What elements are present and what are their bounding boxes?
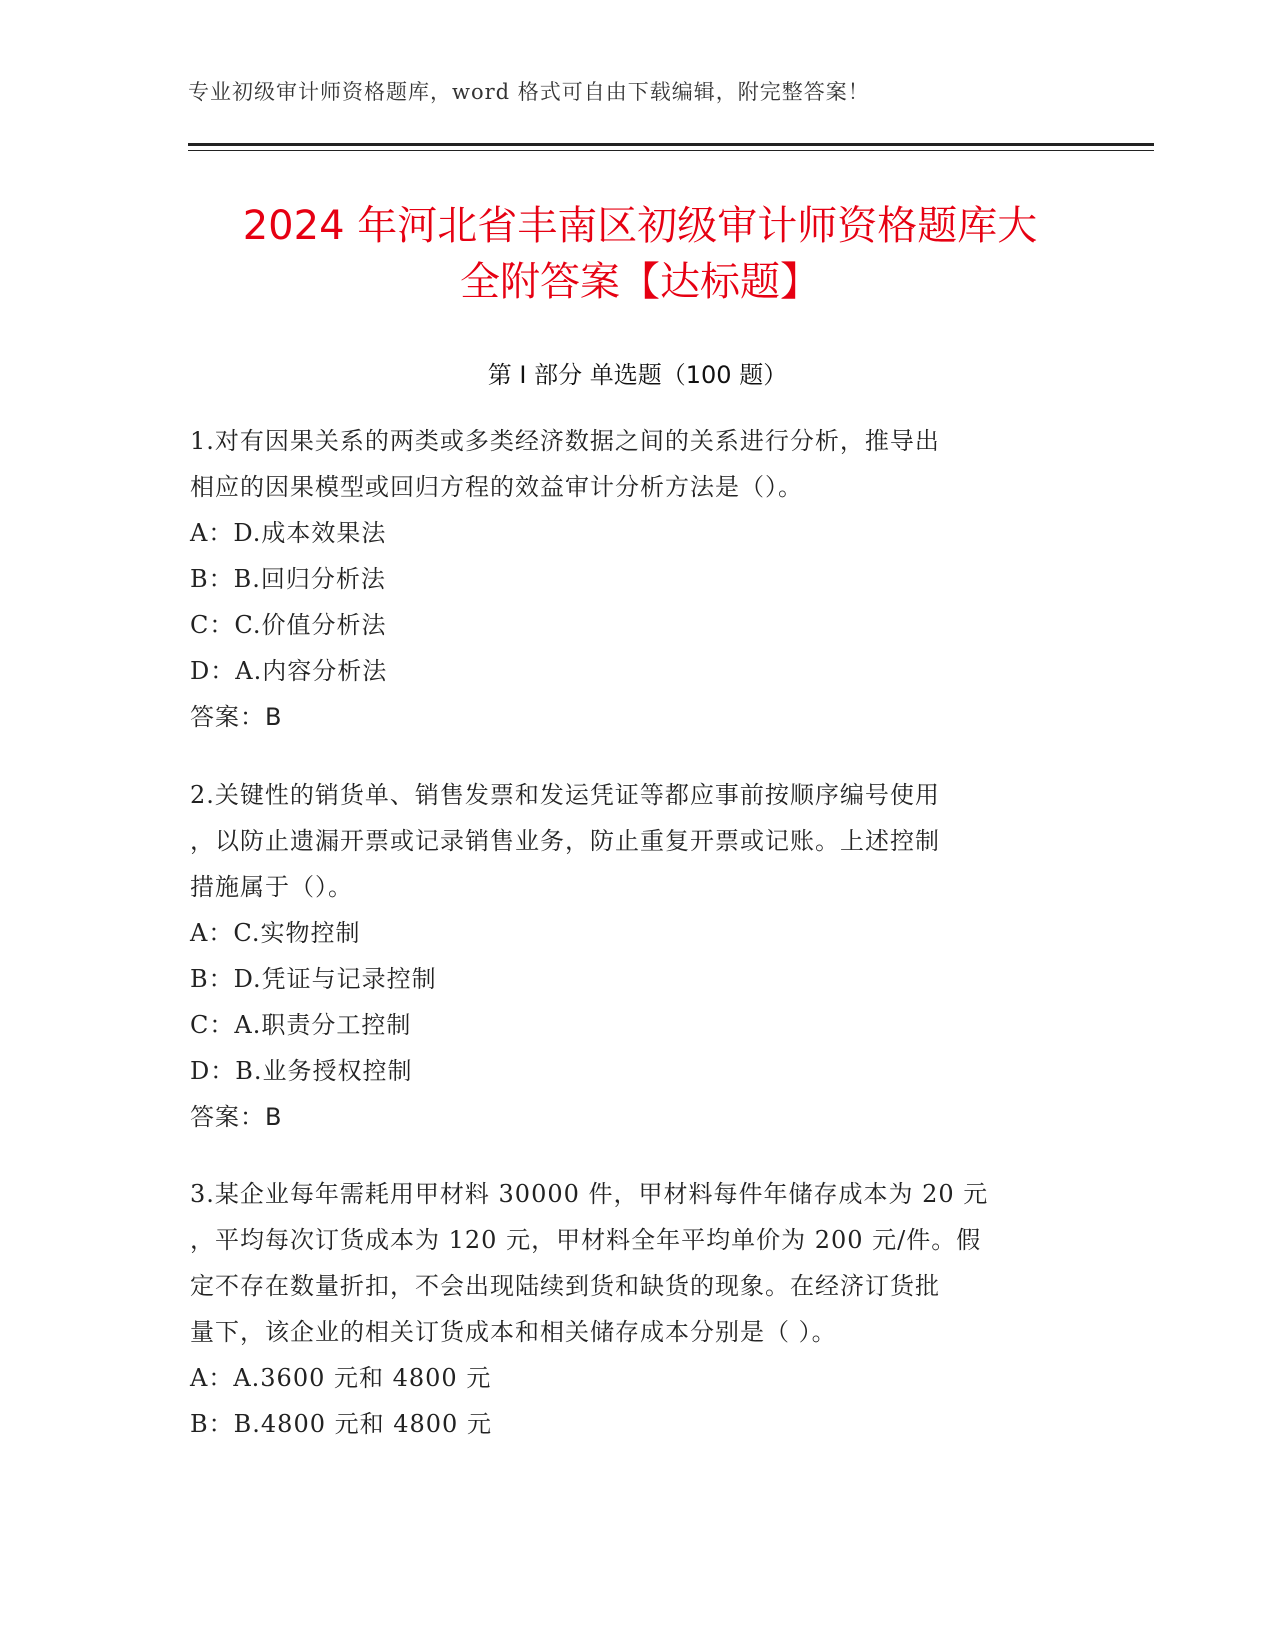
question-3 (190, 1171, 1070, 1447)
option-a: A：D.成本效果法 (190, 519, 387, 547)
option-c: C：A.职责分工控制 (190, 1011, 412, 1039)
header-note: 专业初级审计师资格题库，word 格式可自由下载编辑，附完整答案！ (188, 80, 870, 104)
document-title (160, 198, 1120, 310)
question-stem-line: 1.对有因果关系的两类或多类经济数据之间的关系进行分析，推导出 (190, 427, 940, 455)
answer: 答案：B (190, 1103, 283, 1131)
option-d: D：B.业务授权控制 (190, 1057, 413, 1085)
question-stem-line: 措施属于（）。 (190, 873, 353, 901)
option-a: A：A.3600 元和 4800 元 (190, 1364, 492, 1392)
section-heading: 第 I 部分 单选题（100 题） (487, 361, 788, 389)
option-d: D：A.内容分析法 (190, 657, 388, 685)
answer: 答案：B (190, 703, 283, 731)
question-stem-line: 2.关键性的销货单、销售发票和发运凭证等都应事前按顺序编号使用 (190, 781, 940, 809)
title-line-1: 2024 年河北省丰南区初级审计师资格题库大 (242, 203, 1038, 249)
option-b: B：B.回归分析法 (190, 565, 386, 593)
question-2 (190, 772, 1070, 1140)
header-rule-thick (188, 143, 1154, 146)
option-c: C：C.价值分析法 (190, 611, 387, 639)
option-b: B：D.凭证与记录控制 (190, 965, 437, 993)
question-stem-line: ，平均每次订货成本为 120 元，甲材料全年平均单价为 200 元/件。假 (190, 1226, 982, 1254)
option-a: A：C.实物控制 (190, 919, 361, 947)
title-line-2: 全附答案【达标题】 (460, 259, 820, 305)
question-stem-line: ，以防止遗漏开票或记录销售业务，防止重复开票或记账。上述控制 (190, 827, 940, 855)
question-stem-line: 3.某企业每年需耗用甲材料 30000 件，甲材料每件年储存成本为 20 元 (190, 1180, 989, 1208)
question-stem-line: 相应的因果模型或回归方程的效益审计分析方法是（）。 (190, 473, 803, 501)
question-stem-line: 量下，该企业的相关订货成本和相关储存成本分别是（ ）。 (190, 1318, 837, 1346)
question-1 (190, 418, 1070, 740)
question-stem-line: 定不存在数量折扣，不会出现陆续到货和缺货的现象。在经济订货批 (190, 1272, 940, 1300)
option-b: B：B.4800 元和 4800 元 (190, 1410, 492, 1438)
header-rule-thin (188, 150, 1154, 151)
